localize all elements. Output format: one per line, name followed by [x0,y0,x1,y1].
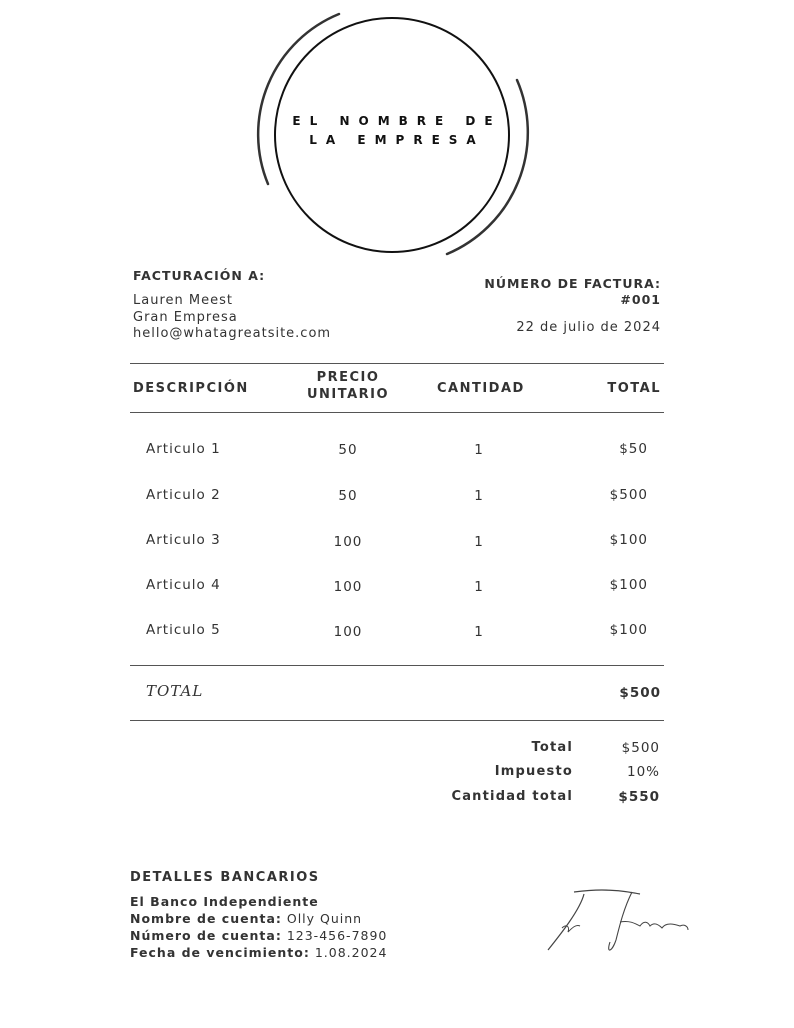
due-date: 1.08.2024 [314,945,388,960]
row-description: Articulo 1 [146,441,221,457]
row-total: $100 [609,622,648,638]
account-number: 123-456-7890 [286,928,388,943]
summary-grand-label: Cantidad total [451,789,573,804]
row-qty: 1 [474,579,484,595]
row-description: Articulo 2 [146,487,221,503]
account-name-label: Nombre de cuenta: [130,911,282,926]
row-price: 100 [333,624,363,640]
row-total: $50 [619,441,648,457]
row-total: $100 [609,532,648,548]
row-description: Articulo 3 [146,532,221,548]
total-divider [130,720,664,721]
billing-company: Gran Empresa [133,310,238,325]
summary-subtotal-label: Total [531,740,573,755]
header-quantity: CANTIDAD [437,381,525,396]
billing-label: FACTURACIÓN A: [133,268,266,283]
row-total: $500 [609,487,648,503]
account-name: Olly Quinn [286,911,363,926]
company-name [275,112,510,150]
row-description: Articulo 5 [146,622,221,638]
table-top-divider [130,363,664,364]
billing-name: Lauren Meest [133,293,233,308]
billing-email: hello@whatagreatsite.com [133,326,332,341]
company-name-line1: EL NOMBRE DE [292,114,502,128]
company-name-line2: LA EMPRESA [309,133,485,147]
row-qty: 1 [474,624,484,640]
bank-name: El Banco Independiente [130,894,319,909]
row-total: $100 [609,577,648,593]
row-qty: 1 [474,534,484,550]
row-price: 50 [338,488,358,504]
row-qty: 1 [474,488,484,504]
header-unit-price-line1: PRECIO [316,370,380,385]
row-price: 100 [333,534,363,550]
header-unit-price-line2: UNITARIO [306,387,390,402]
signature [540,880,700,960]
table-total-value: $500 [619,685,661,701]
row-price: 100 [333,579,363,595]
account-name-line [130,911,387,928]
invoice-number: #001 [620,292,661,307]
row-qty: 1 [474,442,484,458]
summary-tax-value: 10% [626,764,660,780]
header-unit-price [298,369,398,403]
table-bottom-divider [130,665,664,666]
header-total: TOTAL [607,381,661,396]
table-header-divider [130,412,664,413]
invoice-number-label: NÚMERO DE FACTURA: [484,276,661,291]
summary-grand-value: $550 [618,789,660,805]
bank-title: DETALLES BANCARIOS [130,870,320,885]
row-description: Articulo 4 [146,577,221,593]
account-number-label: Número de cuenta: [130,928,282,943]
row-price: 50 [338,442,358,458]
table-total-label: TOTAL [146,682,204,700]
due-date-line [130,945,387,962]
due-date-label: Fecha de vencimiento: [130,945,310,960]
invoice-date: 22 de julio de 2024 [516,320,661,335]
bank-name-line [130,894,387,911]
summary-subtotal-value: $500 [621,740,660,756]
bank-details [130,894,387,962]
account-number-line [130,928,387,945]
summary-tax-label: Impuesto [494,764,573,779]
header-description: DESCRIPCIÓN [133,381,249,396]
